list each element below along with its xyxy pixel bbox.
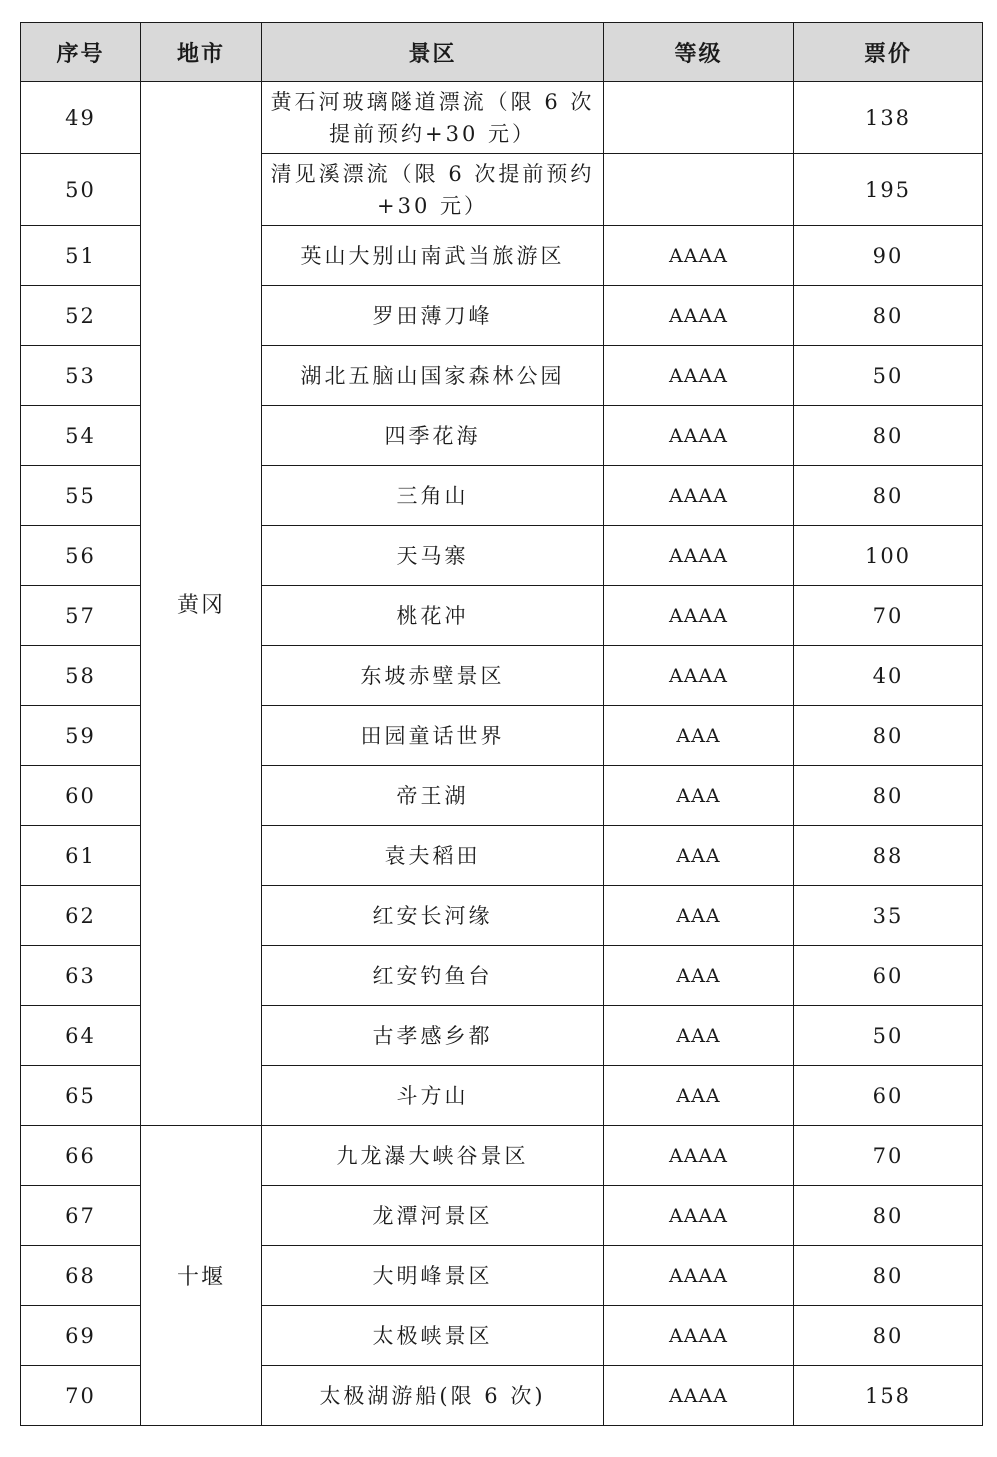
row-number: 58 <box>21 646 141 706</box>
ticket-price: 138 <box>794 82 983 154</box>
scenic-spot-name: 九龙瀑大峡谷景区 <box>262 1126 604 1186</box>
rating-level: AAA <box>604 706 794 766</box>
header-spot: 景区 <box>262 23 604 82</box>
row-number: 65 <box>21 1066 141 1126</box>
rating-level <box>604 82 794 154</box>
rating-level <box>604 154 794 226</box>
ticket-price: 35 <box>794 886 983 946</box>
scenic-spot-name: 罗田薄刀峰 <box>262 286 604 346</box>
row-number: 60 <box>21 766 141 826</box>
row-number: 66 <box>21 1126 141 1186</box>
rating-level: AAAA <box>604 466 794 526</box>
row-number: 67 <box>21 1186 141 1246</box>
scenic-spot-name: 太极湖游船(限 6 次) <box>262 1366 604 1426</box>
row-number: 55 <box>21 466 141 526</box>
row-number: 50 <box>21 154 141 226</box>
scenic-spot-name: 东坡赤壁景区 <box>262 646 604 706</box>
scenic-spot-name: 大明峰景区 <box>262 1246 604 1306</box>
table-row <box>21 82 983 154</box>
row-number: 52 <box>21 286 141 346</box>
ticket-price: 88 <box>794 826 983 886</box>
rating-level: AAAA <box>604 586 794 646</box>
scenic-spot-name: 斗方山 <box>262 1066 604 1126</box>
ticket-price: 80 <box>794 706 983 766</box>
rating-level: AAAA <box>604 646 794 706</box>
ticket-price: 50 <box>794 1006 983 1066</box>
rating-level: AAA <box>604 766 794 826</box>
row-number: 70 <box>21 1366 141 1426</box>
rating-level: AAAA <box>604 1126 794 1186</box>
row-number: 62 <box>21 886 141 946</box>
row-number: 57 <box>21 586 141 646</box>
rating-level: AAAA <box>604 1306 794 1366</box>
row-number: 59 <box>21 706 141 766</box>
rating-level: AAAA <box>604 1246 794 1306</box>
rating-level: AAAA <box>604 346 794 406</box>
scenic-spot-name: 天马寨 <box>262 526 604 586</box>
ticket-price: 80 <box>794 1246 983 1306</box>
scenic-spot-name: 袁夫稻田 <box>262 826 604 886</box>
scenic-spot-name: 古孝感乡都 <box>262 1006 604 1066</box>
scenic-spot-name: 桃花冲 <box>262 586 604 646</box>
table-row <box>21 1126 983 1186</box>
rating-level: AAAA <box>604 286 794 346</box>
city-cell: 十堰 <box>141 1126 262 1426</box>
header-price: 票价 <box>794 23 983 82</box>
rating-level: AAA <box>604 886 794 946</box>
ticket-price: 80 <box>794 766 983 826</box>
ticket-price: 80 <box>794 286 983 346</box>
scenic-spot-name: 田园童话世界 <box>262 706 604 766</box>
rating-level: AAAA <box>604 1186 794 1246</box>
rating-level: AAA <box>604 1066 794 1126</box>
ticket-price: 158 <box>794 1366 983 1426</box>
scenic-spot-name: 四季花海 <box>262 406 604 466</box>
scenic-spot-name: 龙潭河景区 <box>262 1186 604 1246</box>
row-number: 49 <box>21 82 141 154</box>
ticket-price: 80 <box>794 1186 983 1246</box>
header-level: 等级 <box>604 23 794 82</box>
rating-level: AAAA <box>604 406 794 466</box>
row-number: 54 <box>21 406 141 466</box>
ticket-price: 80 <box>794 406 983 466</box>
scenic-spot-name: 清见溪漂流（限 6 次提前预约+30 元） <box>262 154 604 226</box>
row-number: 63 <box>21 946 141 1006</box>
scenic-spot-name: 红安长河缘 <box>262 886 604 946</box>
scenic-spot-name: 英山大别山南武当旅游区 <box>262 226 604 286</box>
rating-level: AAAA <box>604 1366 794 1426</box>
scenic-spot-name: 三角山 <box>262 466 604 526</box>
header-city: 地市 <box>141 23 262 82</box>
rating-level: AAAA <box>604 526 794 586</box>
ticket-price: 40 <box>794 646 983 706</box>
row-number: 61 <box>21 826 141 886</box>
row-number: 69 <box>21 1306 141 1366</box>
scenic-spot-name: 湖北五脑山国家森林公园 <box>262 346 604 406</box>
rating-level: AAA <box>604 946 794 1006</box>
ticket-price: 50 <box>794 346 983 406</box>
ticket-price: 60 <box>794 946 983 1006</box>
rating-level: AAAA <box>604 226 794 286</box>
scenic-spot-name: 黄石河玻璃隧道漂流（限 6 次提前预约+30 元） <box>262 82 604 154</box>
ticket-price: 80 <box>794 1306 983 1366</box>
scenic-spot-name: 太极峡景区 <box>262 1306 604 1366</box>
ticket-price: 60 <box>794 1066 983 1126</box>
ticket-price: 70 <box>794 586 983 646</box>
row-number: 53 <box>21 346 141 406</box>
header-no: 序号 <box>21 23 141 82</box>
ticket-price-table-container <box>20 22 982 1426</box>
table-body <box>21 82 983 1426</box>
ticket-price: 100 <box>794 526 983 586</box>
ticket-price: 90 <box>794 226 983 286</box>
row-number: 56 <box>21 526 141 586</box>
rating-level: AAA <box>604 1006 794 1066</box>
row-number: 68 <box>21 1246 141 1306</box>
rating-level: AAA <box>604 826 794 886</box>
ticket-price: 195 <box>794 154 983 226</box>
scenic-spot-name: 帝王湖 <box>262 766 604 826</box>
city-cell: 黄冈 <box>141 82 262 1126</box>
scenic-spot-name: 红安钓鱼台 <box>262 946 604 1006</box>
ticket-price: 70 <box>794 1126 983 1186</box>
row-number: 64 <box>21 1006 141 1066</box>
row-number: 51 <box>21 226 141 286</box>
ticket-price: 80 <box>794 466 983 526</box>
table-header-row <box>21 23 983 82</box>
ticket-price-table <box>20 22 983 1426</box>
